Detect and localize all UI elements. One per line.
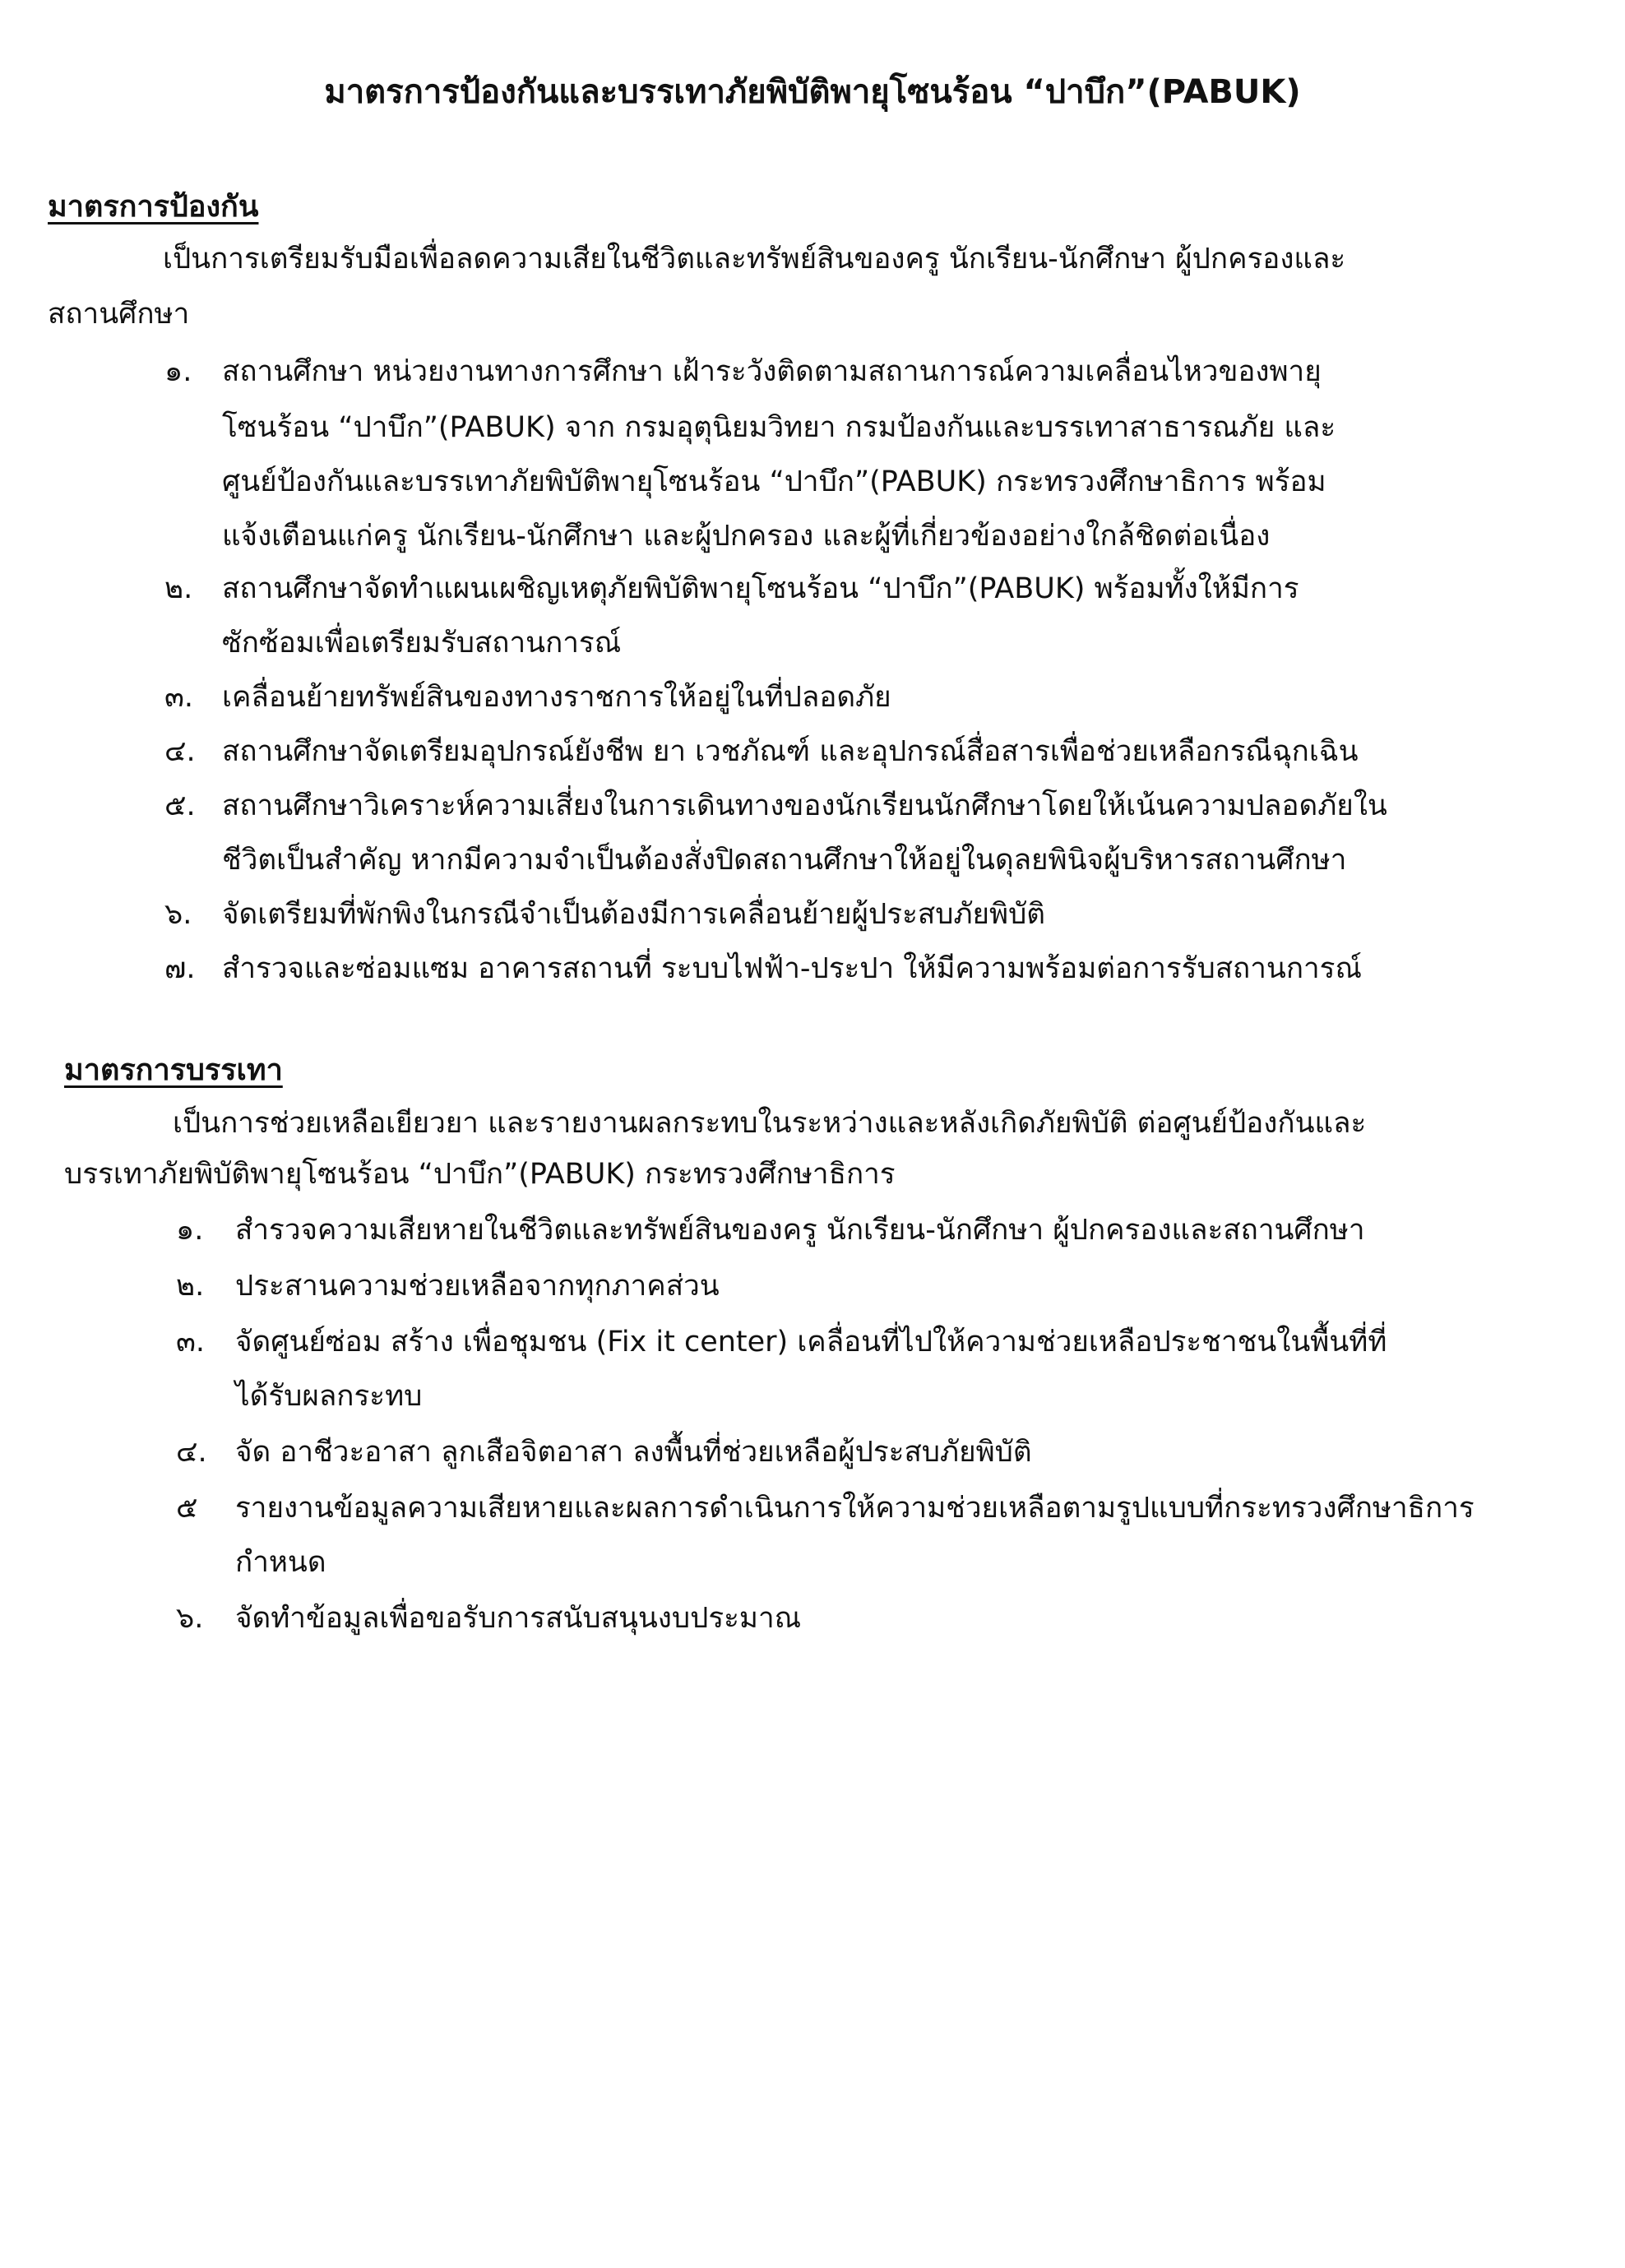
item-number: ๒.: [176, 1270, 205, 1303]
prevention-heading: มาตรการป้องกัน: [48, 190, 259, 224]
prevention-intro-line-1: เป็นการเตรียมรับมือเพื่อลดความเสียในชีวิตและทรัพย์สินของครู นักเรียน-นักศึกษา ผู้ปกครองและ: [163, 243, 1346, 275]
item-text-line: แจ้งเตือนแก่ครู นักเรียน-นักศึกษา และผู้ปกครอง และผู้ที่เกี่ยวข้องอย่างใกล้ชิดต่อเนื่อง: [222, 520, 1271, 553]
item-text-line: จัดทำข้อมูลเพื่อขอรับการสนับสนุนงบประมาณ: [235, 1602, 802, 1635]
item-text-line: สำรวจความเสียหายในชีวิตและทรัพย์สินของครู นักเรียน-นักศึกษา ผู้ปกครองและสถานศึกษา: [235, 1214, 1365, 1247]
relief-intro-line-2: บรรเทาภัยพิบัติพายุโซนร้อน “ปาบึก”(PABUK) กระทรวงศึกษาธิการ: [64, 1158, 896, 1191]
item-number: ๒.: [164, 572, 193, 605]
item-number: ๑.: [176, 1214, 204, 1247]
document-title: มาตรการป้องกันและบรรเทาภัยพิบัติพายุโซนร้อน “ปาบึก”(PABUK): [324, 73, 1301, 111]
item-number: ๑.: [164, 355, 192, 388]
relief-heading: มาตรการบรรเทา: [64, 1053, 283, 1087]
item-text-line: จัดเตรียมที่พักพิงในกรณีจำเป็นต้องมีการเคลื่อนย้ายผู้ประสบภัยพิบัติ: [222, 898, 1046, 931]
item-text-line: เคลื่อนย้ายทรัพย์สินของทางราชการให้อยู่ในที่ปลอดภัย: [222, 681, 891, 714]
item-text-line: สำรวจและซ่อมแซม อาคารสถานที่ ระบบไฟฟ้า-ประปา ให้มีความพร้อมต่อการรับสถานการณ์: [222, 952, 1362, 985]
item-number: ๓.: [176, 1326, 206, 1358]
item-text-line: จัด อาชีวะอาสา ลูกเสือจิตอาสา ลงพื้นที่ช่วยเหลือผู้ประสบภัยพิบัติ: [235, 1436, 1032, 1469]
item-number: ๖.: [176, 1602, 204, 1635]
item-number: ๔.: [164, 735, 196, 768]
item-text-line: ชีวิตเป็นสำคัญ หากมีความจำเป็นต้องสั่งปิดสถานศึกษาให้อยู่ในดุลยพินิจผู้บริหารสถานศึกษา: [222, 844, 1347, 877]
item-text-line: ได้รับผลกระทบ: [235, 1380, 423, 1413]
item-text-line: กำหนด: [235, 1546, 326, 1579]
item-number: ๕: [176, 1492, 198, 1525]
item-text-line: สถานศึกษาจัดทำแผนเผชิญเหตุภัยพิบัติพายุโซนร้อน “ปาบึก”(PABUK) พร้อมทั้งให้มีการ: [222, 572, 1299, 605]
item-text-line: สถานศึกษาวิเคราะห์ความเสี่ยงในการเดินทางของนักเรียนนักศึกษาโดยให้เน้นความปลอดภัยใน: [222, 789, 1387, 822]
item-number: ๗.: [164, 952, 196, 985]
item-number: ๖.: [164, 898, 192, 931]
prevention-intro-line-2: สถานศึกษา: [48, 298, 190, 331]
item-number: ๔.: [176, 1436, 207, 1469]
item-text-line: รายงานข้อมูลความเสียหายและผลการดำเนินการให้ความช่วยเหลือตามรูปแบบที่กระทรวงศึกษาธิการ: [235, 1492, 1475, 1525]
item-text-line: ซักซ้อมเพื่อเตรียมรับสถานการณ์: [222, 627, 622, 660]
item-text-line: สถานศึกษาจัดเตรียมอุปกรณ์ยังชีพ ยา เวชภัณฑ์ และอุปกรณ์สื่อสารเพื่อช่วยเหลือกรณีฉุกเฉิน: [222, 735, 1359, 768]
item-number: ๓.: [164, 681, 194, 714]
item-text-line: ประสานความช่วยเหลือจากทุกภาคส่วน: [235, 1270, 720, 1303]
item-text-line: จัดศูนย์ซ่อม สร้าง เพื่อชุมชน (Fix it center) เคลื่อนที่ไปให้ความช่วยเหลือประชาชนในพื้นที่ที่: [235, 1326, 1387, 1358]
item-text-line: สถานศึกษา หน่วยงานทางการศึกษา เฝ้าระวังติดตามสถานการณ์ความเคลื่อนไหวของพายุ: [222, 355, 1322, 388]
item-number: ๕.: [164, 789, 196, 822]
relief-intro-line-1: เป็นการช่วยเหลือเยียวยา และรายงานผลกระทบในระหว่างและหลังเกิดภัยพิบัติ ต่อศูนย์ป้องกันและ: [173, 1107, 1367, 1140]
item-text-line: ศูนย์ป้องกันและบรรเทาภัยพิบัติพายุโซนร้อน “ปาบึก”(PABUK) กระทรวงศึกษาธิการ พร้อม: [222, 465, 1326, 498]
item-text-line: โซนร้อน “ปาบึก”(PABUK) จาก กรมอุตุนิยมวิทยา กรมป้องกันและบรรเทาสาธารณภัย และ: [222, 411, 1336, 444]
